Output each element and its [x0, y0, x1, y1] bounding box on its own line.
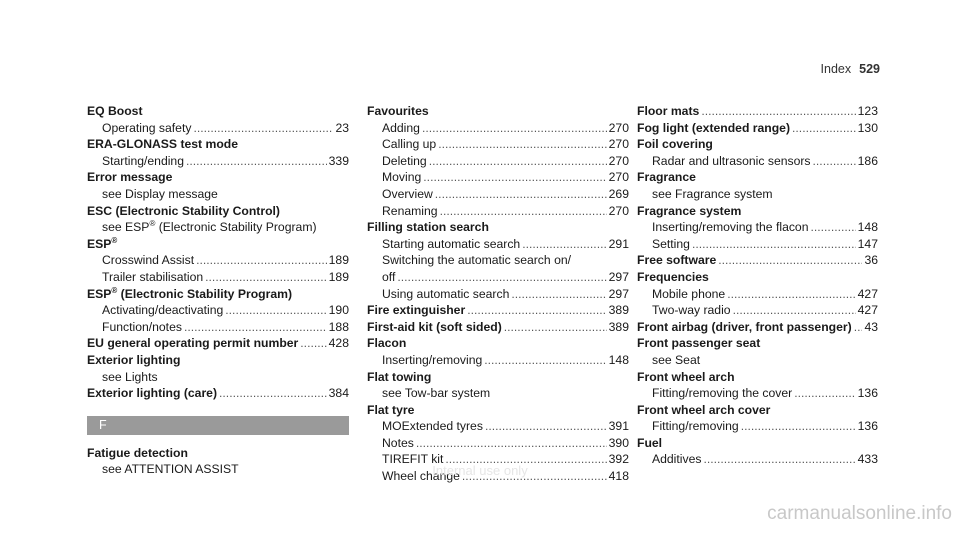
page-ref[interactable]: 186 — [857, 153, 878, 168]
page-ref[interactable]: 130 — [857, 120, 878, 135]
cross-reference[interactable]: see ATTENTION ASSIST — [102, 462, 239, 477]
page-header — [821, 62, 880, 76]
cross-reference[interactable]: see ESP® (Electronic Stability Program) — [102, 219, 317, 235]
page-ref[interactable]: 384 — [328, 386, 349, 401]
entry-heading: Frequencies — [637, 269, 709, 284]
internal-use-watermark: Internal use only — [432, 463, 528, 478]
cross-reference[interactable]: see Display message — [102, 186, 218, 201]
subentry-line: Switching the automatic search on/ — [382, 253, 572, 268]
page-ref[interactable]: 291 — [608, 236, 629, 251]
entry-heading: First-aid kit (soft sided) — [367, 319, 502, 334]
index-entry — [87, 286, 349, 336]
entry-heading: Fog light (extended range) — [637, 120, 791, 135]
section-letter-bar: F — [87, 416, 349, 435]
page-ref[interactable]: 148 — [608, 352, 629, 367]
index-entry — [87, 103, 349, 136]
subentry[interactable]: Starting automatic search ..... 291 — [367, 236, 629, 253]
subentry[interactable]: Function/notes ..... 188 — [87, 319, 349, 336]
entry-heading: Fire extinguisher — [367, 303, 466, 318]
page-ref[interactable]: 389 — [608, 303, 629, 318]
page-ref[interactable]: 433 — [857, 452, 878, 467]
entry-heading: Front wheel arch cover — [637, 402, 771, 417]
page-ref[interactable]: 147 — [857, 236, 878, 251]
index-entry — [367, 103, 629, 219]
index-entry[interactable] — [637, 120, 878, 137]
subentry[interactable]: MOExtended tyres ..... 391 — [367, 418, 629, 435]
index-entry[interactable] — [87, 385, 349, 402]
subentry[interactable]: Overview ..... 269 — [367, 186, 629, 203]
subentry[interactable]: Operating safety ..... 23 — [87, 120, 349, 137]
subentry[interactable]: off ..... 297 — [367, 269, 629, 286]
entry-heading: Exterior lighting — [87, 352, 181, 367]
page-ref[interactable]: 392 — [608, 452, 629, 467]
entry-heading: Exterior lighting (care) — [87, 386, 218, 401]
subentry[interactable]: Wheel change ..... 418 — [367, 468, 629, 485]
index-entry — [637, 335, 878, 368]
entry-heading: Fragrance — [637, 170, 696, 185]
entry-heading: Flat tyre — [367, 402, 415, 417]
subentry[interactable]: TIREFIT kit ..... 392 — [367, 451, 629, 468]
entry-heading: Front airbag (driver, front passenger) — [637, 319, 852, 334]
entry-heading: Error message — [87, 170, 173, 185]
page-number: 529 — [859, 62, 880, 76]
page-ref[interactable]: 297 — [608, 269, 629, 284]
page-ref[interactable]: 23 — [335, 120, 349, 135]
page-ref[interactable]: 391 — [608, 419, 629, 434]
entry-heading: Floor mats — [637, 104, 700, 118]
index-entry — [87, 203, 349, 236]
subentry[interactable]: Crosswind Assist ..... 189 — [87, 252, 349, 269]
entry-heading: Favourites — [367, 104, 429, 118]
page-ref[interactable]: 36 — [864, 253, 878, 268]
index-column-3 — [637, 103, 878, 468]
entry-heading: EU general operating permit number — [87, 336, 299, 351]
entry-heading: Fragrance system — [637, 203, 742, 218]
index-entry — [637, 402, 878, 435]
page-ref[interactable]: 390 — [608, 435, 629, 450]
index-entry[interactable] — [637, 103, 878, 120]
index-entry — [367, 219, 629, 302]
page-ref[interactable]: 339 — [328, 153, 349, 168]
entry-heading: EQ Boost — [87, 104, 143, 118]
index-entry[interactable] — [87, 335, 349, 352]
entry-heading: ESP® (Electronic Stability Program) — [87, 285, 293, 301]
page-ref[interactable]: 427 — [857, 286, 878, 301]
subentry[interactable]: Renaming ..... 270 — [367, 203, 629, 220]
entry-heading: Foil covering — [637, 137, 713, 152]
page-ref[interactable]: 270 — [608, 137, 629, 152]
page-ref[interactable]: 123 — [857, 104, 878, 118]
index-entry — [87, 169, 349, 202]
subentry[interactable]: Fitting/removing ..... 136 — [637, 418, 878, 435]
entry-heading: Front wheel arch — [637, 369, 735, 384]
subentry[interactable]: Using automatic search ..... 297 — [367, 286, 629, 303]
subentry[interactable]: Additives ..... 433 — [637, 451, 878, 468]
index-entry — [637, 136, 878, 169]
subentry[interactable]: Calling up ..... 270 — [367, 136, 629, 153]
subentry[interactable]: Mobile phone ..... 427 — [637, 286, 878, 303]
entry-heading: Front passenger seat — [637, 336, 761, 351]
subentry[interactable]: Fitting/removing the cover ..... 136 — [637, 385, 878, 402]
subentry[interactable]: Notes ..... 390 — [367, 435, 629, 452]
index-label: Index — [820, 62, 852, 76]
page-ref[interactable]: 297 — [608, 286, 629, 301]
index-entry — [87, 352, 349, 385]
subentry[interactable]: Inserting/removing ..... 148 — [367, 352, 629, 369]
index-entry — [637, 369, 878, 402]
entry-heading: Fatigue detection — [87, 445, 188, 460]
cross-reference[interactable]: see Fragrance system — [652, 186, 773, 201]
page-ref[interactable]: 270 — [608, 120, 629, 135]
page-ref[interactable]: 270 — [608, 170, 629, 185]
index-entry — [637, 269, 878, 319]
entry-heading: Filling station search — [367, 220, 489, 235]
subentry[interactable]: Starting/ending ..... 339 — [87, 153, 349, 170]
index-column-1 — [87, 103, 349, 478]
index-column-2 — [367, 103, 629, 485]
entry-heading: ERA-GLONASS test mode — [87, 137, 239, 152]
subentry[interactable]: Moving ..... 270 — [367, 169, 629, 186]
page-ref[interactable]: 427 — [857, 303, 878, 318]
page-ref[interactable]: 136 — [857, 386, 878, 401]
page-ref[interactable]: 269 — [608, 186, 629, 201]
page-ref[interactable]: 188 — [328, 319, 349, 334]
page-ref[interactable]: 270 — [608, 153, 629, 168]
subentry[interactable]: Two-way radio ..... 427 — [637, 302, 878, 319]
subentry[interactable]: Adding ..... 270 — [367, 120, 629, 137]
entry-heading: Flat towing — [367, 369, 432, 384]
entry-heading: ESC (Electronic Stability Control) — [87, 203, 280, 218]
index-entry — [637, 203, 878, 253]
cross-reference[interactable]: see Tow-bar system — [382, 386, 491, 401]
index-entry — [367, 369, 629, 402]
entry-heading: ESP® — [87, 235, 118, 251]
cross-reference[interactable]: see Seat — [652, 352, 701, 367]
page-ref[interactable]: 148 — [857, 220, 878, 235]
page-ref[interactable]: 43 — [864, 319, 878, 334]
entry-heading: Free software — [637, 253, 717, 268]
index-entry — [637, 169, 878, 202]
index-entry[interactable] — [637, 252, 878, 269]
subentry[interactable]: Inserting/removing the flacon ..... 148 — [637, 219, 878, 236]
page-ref[interactable]: 389 — [608, 319, 629, 334]
index-entry — [87, 136, 349, 169]
index-entry[interactable] — [367, 302, 629, 319]
page-ref[interactable]: 190 — [328, 303, 349, 318]
page-ref[interactable]: 136 — [857, 419, 878, 434]
footer-brand-watermark: carmanualsonline.info — [767, 503, 952, 524]
page-ref[interactable]: 428 — [328, 336, 349, 351]
cross-reference[interactable]: see Lights — [102, 369, 158, 384]
index-entry[interactable] — [367, 319, 629, 336]
index-entry[interactable] — [637, 319, 878, 336]
subentry[interactable]: Radar and ultrasonic sensors ..... 186 — [637, 153, 878, 170]
page-ref[interactable]: 189 — [328, 253, 349, 268]
index-entry — [367, 335, 629, 368]
page-ref[interactable]: 418 — [608, 469, 629, 484]
page-ref[interactable]: 189 — [328, 269, 349, 284]
subentry[interactable]: Trailer stabilisation ..... 189 — [87, 269, 349, 286]
subentry[interactable]: Deleting ..... 270 — [367, 153, 629, 170]
index-entry — [87, 236, 349, 286]
subentry[interactable]: Setting ..... 147 — [637, 236, 878, 253]
entry-heading: Flacon — [367, 336, 407, 351]
entry-heading: Fuel — [637, 435, 663, 450]
subentry[interactable]: Activating/deactivating ..... 190 — [87, 302, 349, 319]
page-ref[interactable]: 270 — [608, 203, 629, 218]
